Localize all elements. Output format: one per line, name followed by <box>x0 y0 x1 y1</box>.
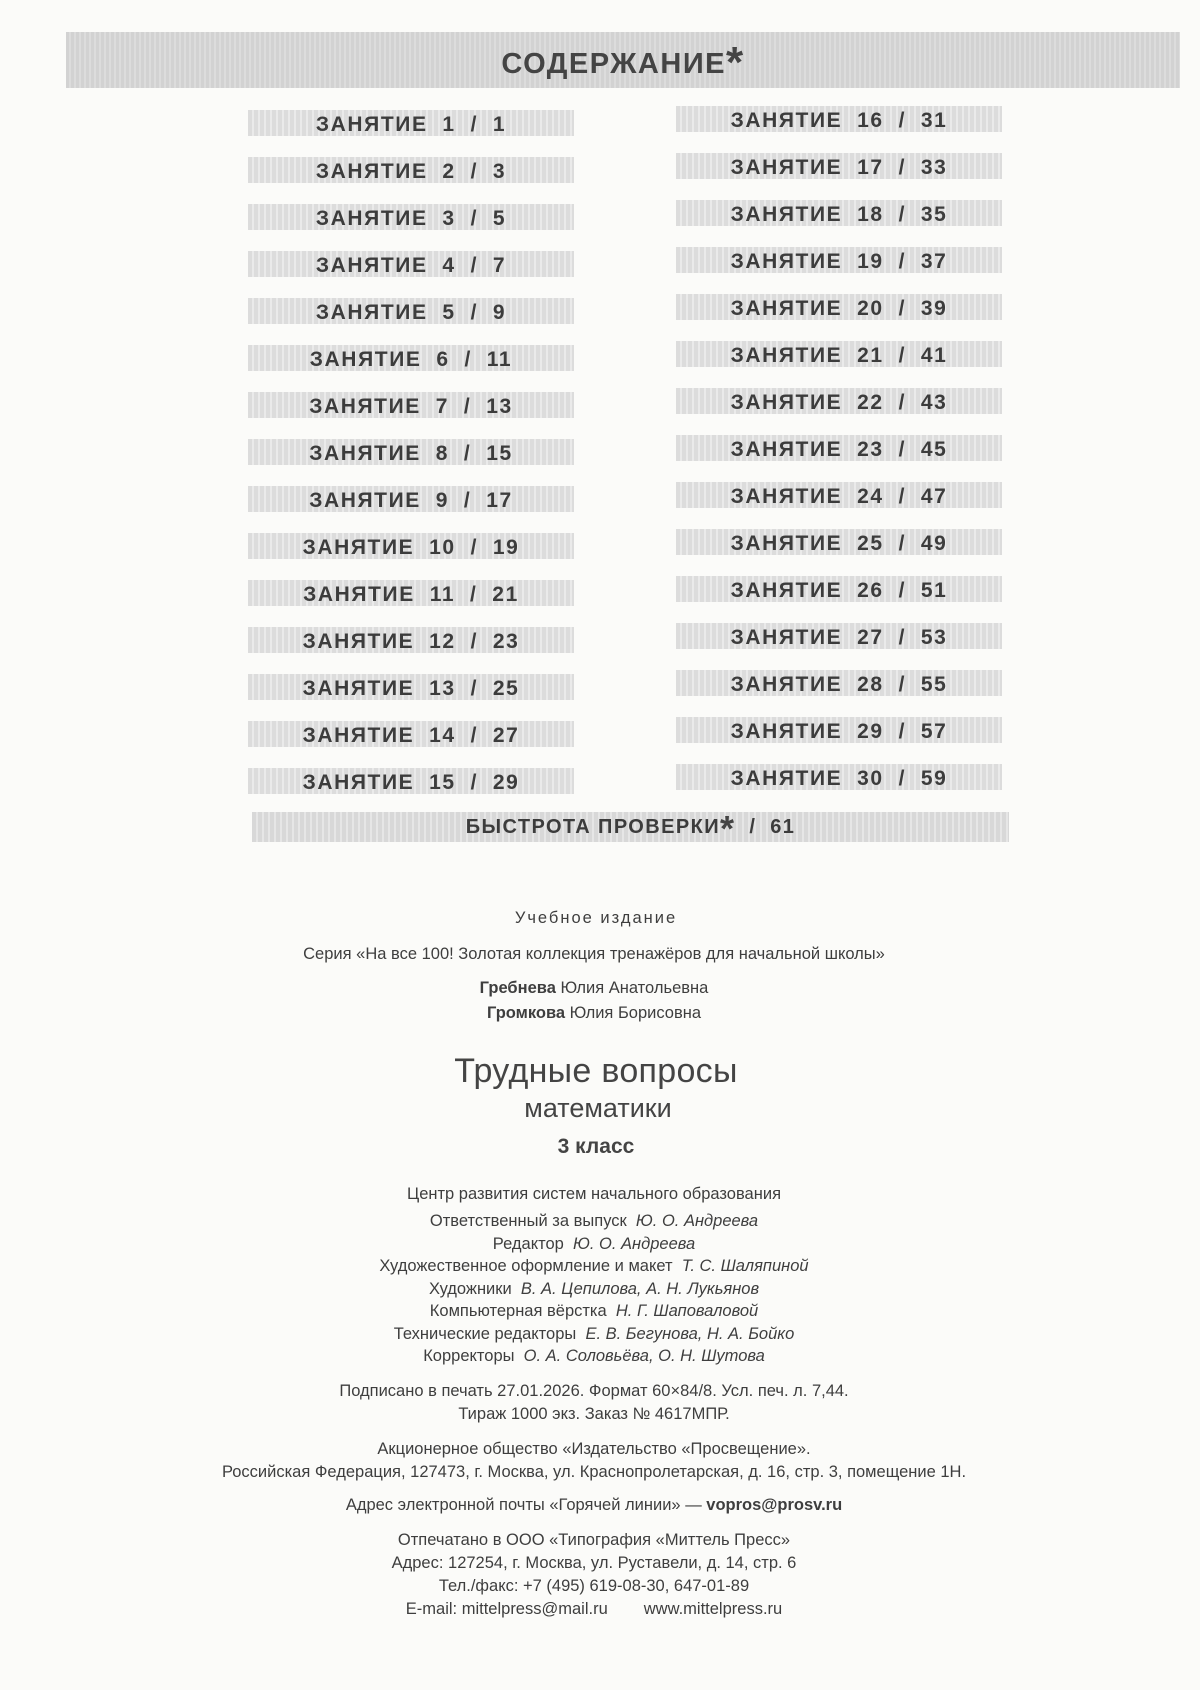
credit-person: Т. С. Шаляпиной <box>681 1257 809 1275</box>
credit-person: В. А. Цепилова, А. Н. Лукьянов <box>520 1279 760 1298</box>
toc-entry-label: ЗАНЯТИЕ 16 / 31 <box>730 109 948 132</box>
toc-entry-label: ЗАНЯТИЕ 7 / 13 <box>309 395 513 418</box>
toc-entry[interactable] <box>248 392 574 418</box>
toc-entry[interactable] <box>248 439 574 465</box>
toc-entry-label: ЗАНЯТИЕ 6 / 11 <box>309 348 513 371</box>
toc-entry[interactable] <box>676 341 1002 367</box>
toc-entry[interactable] <box>676 576 1002 602</box>
credit-person: Е. В. Бегунова, Н. А. Бойко <box>585 1324 795 1343</box>
toc-entry[interactable] <box>248 580 574 606</box>
toc-entry[interactable] <box>248 298 574 324</box>
credit-line <box>0 1325 1194 1344</box>
toc-entry[interactable] <box>676 153 1002 179</box>
credit-person: О. А. Соловьёва, О. Н. Шутова <box>523 1347 765 1365</box>
print-signed: Подписано в печать 27.01.2026. Формат 60×84/8. Усл. печ. л. 7,44. <box>339 1382 849 1400</box>
credit-role: Корректоры <box>423 1347 524 1365</box>
toc-entry-label: ЗАНЯТИЕ 28 / 55 <box>730 673 948 696</box>
toc-entry[interactable] <box>676 435 1002 461</box>
toc-entry[interactable] <box>248 157 574 183</box>
toc-entry-label: ЗАНЯТИЕ 18 / 35 <box>730 203 948 226</box>
toc-entry-label: ЗАНЯТИЕ 21 / 41 <box>730 344 948 367</box>
credit-person: Ю. О. Андреева <box>635 1212 759 1230</box>
toc-entry[interactable] <box>248 533 574 559</box>
printer: Отпечатано в ООО «Типография «Миттель Пресс» <box>397 1531 791 1549</box>
toc-entry[interactable] <box>248 110 574 136</box>
credit-role: Художественное оформление и макет <box>379 1257 682 1275</box>
author-2 <box>0 1004 1194 1023</box>
credit-role: Редактор <box>492 1234 573 1253</box>
credit-role: Ответственный за выпуск <box>429 1212 636 1230</box>
toc-entry[interactable] <box>676 247 1002 273</box>
credit-line <box>0 1235 1194 1254</box>
hotline-label: Адрес электронной почты «Горячей линии» — <box>345 1496 707 1514</box>
toc-entry-label: ЗАНЯТИЕ 30 / 59 <box>730 767 948 790</box>
credit-line <box>0 1280 1194 1299</box>
toc-entry[interactable] <box>676 717 1002 743</box>
grade: 3 класс <box>557 1135 635 1158</box>
toc-final-label <box>465 808 796 850</box>
credit-line <box>0 1212 1194 1231</box>
toc-entry[interactable] <box>676 388 1002 414</box>
toc-entry[interactable] <box>248 251 574 277</box>
credit-role: Художники <box>428 1279 521 1298</box>
toc-entry-label: ЗАНЯТИЕ 12 / 23 <box>302 630 520 653</box>
toc-entry-label: ЗАНЯТИЕ 10 / 19 <box>302 536 520 559</box>
toc-entry[interactable] <box>676 200 1002 226</box>
printer-email-link[interactable]: E-mail: mittelpress@mail.ru <box>405 1600 608 1618</box>
toc-entry-label: ЗАНЯТИЕ 25 / 49 <box>730 532 948 555</box>
toc-title <box>501 37 745 87</box>
printer-contacts <box>0 1600 1194 1619</box>
toc-entry-label: ЗАНЯТИЕ 27 / 53 <box>730 626 948 649</box>
toc-entry-label: ЗАНЯТИЕ 24 / 47 <box>730 485 948 508</box>
credit-role: Технические редакторы <box>393 1324 586 1343</box>
toc-entry[interactable] <box>676 482 1002 508</box>
series: Серия «На все 100! Золотая коллекция тренажёров для начальной школы» <box>303 945 885 963</box>
toc-final-title: БЫСТРОТА ПРОВЕРКИ <box>465 816 720 839</box>
author-name: Юлия Борисовна <box>565 1004 702 1022</box>
toc-entry[interactable] <box>248 627 574 653</box>
toc-entry-label: ЗАНЯТИЕ 23 / 45 <box>730 438 948 461</box>
toc-entry-label: ЗАНЯТИЕ 15 / 29 <box>302 771 520 794</box>
toc-header <box>66 32 1180 88</box>
toc-entry-label: ЗАНЯТИЕ 8 / 15 <box>309 442 513 465</box>
toc-entry[interactable] <box>248 486 574 512</box>
hotline-email-link[interactable]: vopros@prosv.ru <box>706 1496 843 1514</box>
book-subtitle: математики <box>524 1093 672 1123</box>
toc-entry-label: ЗАНЯТИЕ 29 / 57 <box>730 720 948 743</box>
toc-entry-label: ЗАНЯТИЕ 2 / 3 <box>315 160 507 183</box>
credit-line <box>0 1302 1194 1321</box>
printer-address: Адрес: 127254, г. Москва, ул. Руставели, д. 14, стр. 6 <box>391 1554 797 1572</box>
edition-type: Учебное издание <box>514 909 678 927</box>
toc-entry[interactable] <box>248 204 574 230</box>
toc-entry[interactable] <box>676 623 1002 649</box>
toc-entry-label: ЗАНЯТИЕ 1 / 1 <box>315 113 507 136</box>
credit-role: Компьютерная вёрстка <box>429 1302 616 1320</box>
toc-entry[interactable] <box>248 345 574 371</box>
toc-entry-label: ЗАНЯТИЕ 14 / 27 <box>302 724 520 747</box>
author-name: Юлия Анатольевна <box>555 979 709 997</box>
development-center: Центр развития систем начального образования <box>406 1185 781 1203</box>
credit-person: Н. Г. Шаповаловой <box>615 1302 759 1320</box>
toc-entry[interactable] <box>248 768 574 794</box>
toc-entry-label: ЗАНЯТИЕ 11 / 21 <box>303 583 519 606</box>
toc-entry-label: ЗАНЯТИЕ 4 / 7 <box>315 254 507 277</box>
toc-title-text: СОДЕРЖАНИЕ <box>501 47 727 80</box>
asterisk-mark: * <box>719 808 736 850</box>
printer-phone: Тел./факс: +7 (495) 619-08-30, 647-01-89 <box>438 1577 750 1595</box>
printer-site-link[interactable]: www.mittelpress.ru <box>643 1600 783 1618</box>
toc-entry[interactable] <box>676 294 1002 320</box>
toc-entry[interactable] <box>676 670 1002 696</box>
toc-entry-label: ЗАНЯТИЕ 5 / 9 <box>315 301 507 324</box>
toc-final-row[interactable] <box>252 808 1009 850</box>
publisher: Акционерное общество «Издательство «Просвещение». <box>377 1440 811 1458</box>
toc-entry[interactable] <box>248 721 574 747</box>
toc-final-page: / 61 <box>735 816 796 839</box>
toc-entry-label: ЗАНЯТИЕ 22 / 43 <box>730 391 948 414</box>
toc-entry-label: ЗАНЯТИЕ 13 / 25 <box>302 677 520 700</box>
toc-entry[interactable] <box>676 106 1002 132</box>
publisher-address: Российская Федерация, 127473, г. Москва, ул. Краснопролетарская, д. 16, стр. 3, помещение 1Н. <box>221 1463 967 1481</box>
toc-entry-label: ЗАНЯТИЕ 19 / 37 <box>730 250 948 273</box>
author-surname: Гребнева <box>479 979 556 997</box>
asterisk-mark: * <box>726 37 745 87</box>
author-1 <box>0 979 1194 998</box>
toc-entry-label: ЗАНЯТИЕ 26 / 51 <box>730 579 948 602</box>
book-title: Трудные вопросы <box>454 1052 738 1090</box>
toc-entry[interactable] <box>676 764 1002 790</box>
credit-line <box>0 1257 1194 1276</box>
credit-line <box>0 1347 1194 1366</box>
toc-entry-label: ЗАНЯТИЕ 9 / 17 <box>309 489 513 512</box>
credit-person: Ю. О. Андреева <box>573 1234 696 1253</box>
toc-entry-label: ЗАНЯТИЕ 20 / 39 <box>730 297 948 320</box>
print-run: Тираж 1000 экз. Заказ № 4617МПР. <box>458 1405 730 1423</box>
toc-entry[interactable] <box>248 674 574 700</box>
toc-entry-label: ЗАНЯТИЕ 3 / 5 <box>315 207 507 230</box>
author-surname: Громкова <box>486 1004 566 1022</box>
hotline <box>0 1496 1194 1515</box>
toc-entry-label: ЗАНЯТИЕ 17 / 33 <box>730 156 948 179</box>
toc-entry[interactable] <box>676 529 1002 555</box>
